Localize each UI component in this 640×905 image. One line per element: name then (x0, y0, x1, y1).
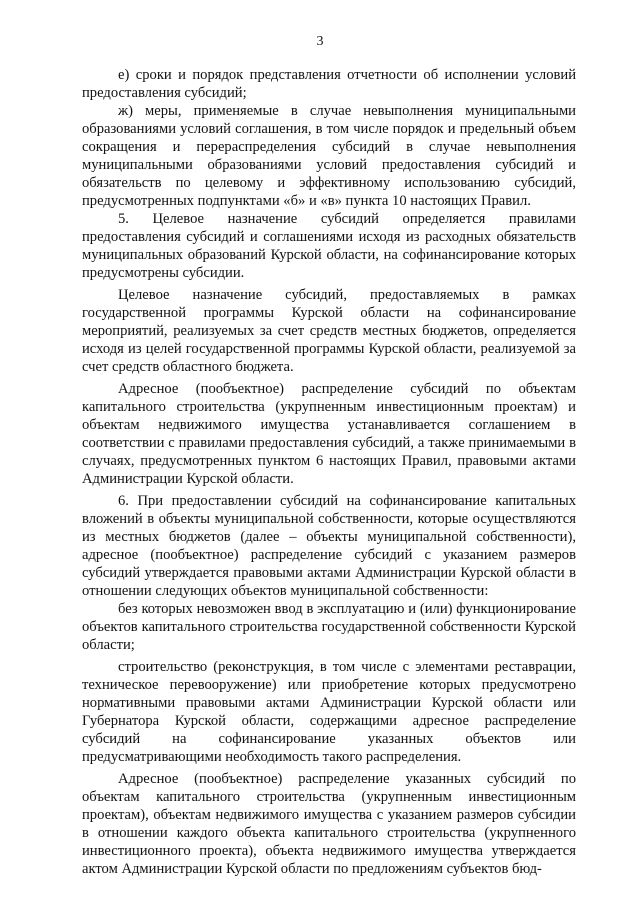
paragraph-5: 5. Целевое назначение субсидий определяется правилами предоставления субсидий и соглашениями исходя из расходных обязательств муниципальных образований Курской области, на софинансирование которых предусмотрены субсидии. (82, 211, 576, 281)
document-body (82, 66, 576, 878)
page-number: 3 (316, 34, 324, 49)
paragraph-without-which: без которых невозможен ввод в эксплуатацию и (или) функционирование объектов капитального строительства государственной собственности Курской области; (82, 601, 576, 653)
paragraph-6: 6. При предоставлении субсидий на софинансирование капитальных вложений в объекты муниципальной собственности, которые осуществляются из местных бюджетов (далее – объекты муниципальной собственности), адресное (пообъектное) распределение субсидий с указанием размеров субсидий утверждается правовыми актами Администрации Курской области в отношении следующих объектов муниципальной собственности: (82, 493, 576, 599)
paragraph-e: е) сроки и порядок представления отчетности об исполнении условий предоставления субсидий; (82, 67, 576, 101)
paragraph-address-distribution: Адресное (пообъектное) распределение субсидий по объектам капитального строительства (укрупненным инвестиционным проектам) и объектам недвижимого имущества устанавливается соглашением в соответствии с правилами предоставления субсидий, а также принимаемыми в случаях, предусмотренных пунктом 6 настоящих Правил, правовыми актами Администрации Курской области. (82, 381, 576, 487)
paragraph-zh: ж) меры, применяемые в случае невыполнения муниципальными образованиями условий соглашения, в том числе порядок и предельный объем сокращения и перераспределения субсидий в случае невыполнения муниципальными образованиями условий предоставления субсидий и обязательств по целевому и эффективному использованию субсидий, предусмотренных подпунктами «б» и «в» пункта 10 настоящих Правил. (82, 103, 576, 209)
paragraph-address-distribution-approval: Адресное (пообъектное) распределение указанных субсидий по объектам капитального строительства (укрупненным инвестиционным проектам), объектам недвижимого имущества с указанием размеров субсидии в отношении каждого объекта капитального строительства (укрупненного инвестиционного проекта), объекта недвижимого имущества утверждается актом Администрации Курской области по предложениям субъектов бюд- (82, 771, 576, 877)
paragraph-target-purpose: Целевое назначение субсидий, предоставляемых в рамках государственной программы Курской области на софинансирование мероприятий, реализуемых за счет средств местных бюджетов, определяется исходя из целей государственной программы Курской области, реализуемой за счет средств областного бюджета. (82, 287, 576, 375)
paragraph-construction: строительство (реконструкция, в том числе с элементами реставрации, техническое перевооружение) или приобретение которых предусмотрено нормативными правовыми актами Администрации Курской области или Губернатора Курской области, содержащими адресное распределение субсидий на софинансирование указанных объектов или предусматривающими необходимость такого распределения. (82, 659, 576, 765)
